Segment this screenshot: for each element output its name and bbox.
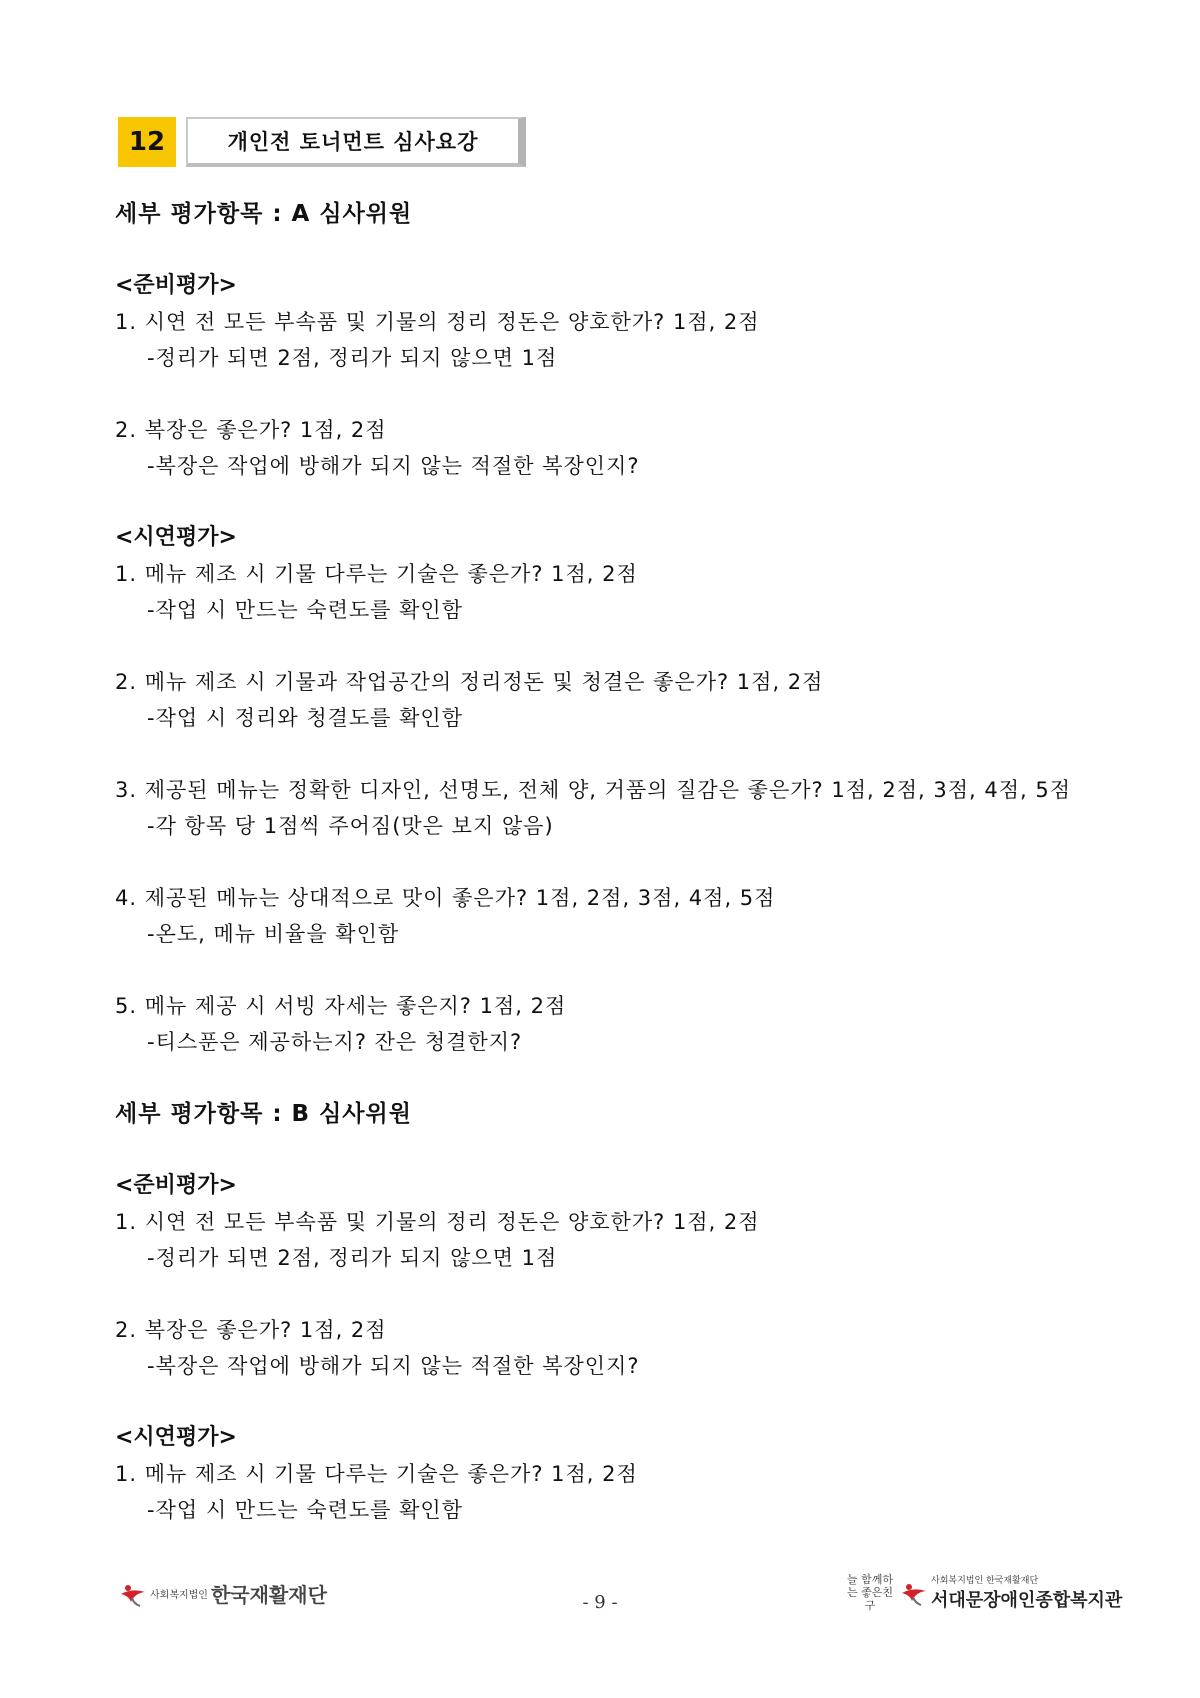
evaluation-note: -티스푼은 제공하는지? 잔은 청결한지? (147, 1030, 523, 1054)
footer-right-logo (845, 1572, 1122, 1612)
evaluation-note: -작업 시 만드는 숙련도를 확인함 (147, 1498, 463, 1522)
evaluation-item: 2. 복장은 좋은가? 1점, 2점 (115, 418, 387, 442)
evaluation-item: 1. 메뉴 제조 시 기물 다루는 기술은 좋은가? 1점, 2점 (115, 1462, 638, 1486)
evaluation-note: -온도, 메뉴 비율을 확인함 (147, 922, 400, 946)
spacer (115, 1384, 1115, 1420)
section-number-badge: 12 (118, 117, 176, 167)
spacer (115, 952, 1115, 988)
footer-right-org-name: 서대문장애인종합복지관 (931, 1589, 1123, 1611)
evaluation-item: 1. 시연 전 모든 부속품 및 기물의 정리 정돈은 양호한가? 1점, 2점 (115, 1210, 760, 1234)
section-heading: 세부 평가항목 : B 심사위원 (115, 1101, 412, 1127)
evaluation-item: 3. 제공된 메뉴는 정확한 디자인, 선명도, 전체 양, 거품의 질감은 좋은가? 1점, 2점, 3점, 4점, 5점 (115, 778, 1071, 802)
spacer (115, 484, 1115, 520)
evaluation-item: 1. 메뉴 제조 시 기물 다루는 기술은 좋은가? 1점, 2점 (115, 562, 638, 586)
document-body (115, 196, 1115, 1528)
section-heading: 세부 평가항목 : A 심사위원 (115, 201, 413, 227)
spacer (115, 232, 1115, 268)
evaluation-note: -각 항목 당 1점씩 주어짐(맛은 보지 않음) (147, 814, 554, 838)
evaluation-item: 4. 제공된 메뉴는 상대적으로 맛이 좋은가? 1점, 2점, 3점, 4점, 5점 (115, 886, 776, 910)
section-title-box: 개인전 토너먼트 심사요강 (186, 117, 526, 167)
evaluation-item: 5. 메뉴 제공 시 서빙 자세는 좋은지? 1점, 2점 (115, 994, 567, 1018)
group-heading: <시연평가> (115, 525, 237, 550)
spacer (115, 1132, 1115, 1168)
evaluation-note: -복장은 작업에 방해가 되지 않는 적절한 복장인지? (147, 454, 640, 478)
spacer (115, 1276, 1115, 1312)
spacer (115, 376, 1115, 412)
footer-right-slogan: 늘 함께하는 좋은친구 (846, 1572, 893, 1612)
evaluation-note: -정리가 되면 2점, 정리가 되지 않으면 1점 (147, 346, 558, 370)
welfare-center-logo-icon (899, 1577, 929, 1607)
group-heading: <시연평가> (115, 1425, 237, 1450)
footer-left-org-name: 한국재활재단 (210, 1582, 327, 1607)
group-heading: <준비평가> (115, 1173, 237, 1198)
group-heading: <준비평가> (115, 273, 237, 298)
evaluation-note: -작업 시 정리와 청결도를 확인함 (147, 706, 463, 730)
evaluation-item: 2. 메뉴 제조 시 기물과 작업공간의 정리정돈 및 청결은 좋은가? 1점, 2점 (115, 670, 824, 694)
spacer (115, 844, 1115, 880)
evaluation-item: 1. 시연 전 모든 부속품 및 기물의 정리 정돈은 양호한가? 1점, 2점 (115, 310, 760, 334)
footer-right-small-text: 사회복지법인 한국재활재단 (931, 1575, 1039, 1586)
evaluation-note: -정리가 되면 2점, 정리가 되지 않으면 1점 (147, 1246, 558, 1270)
spacer (115, 628, 1115, 664)
footer-left-small-text: 사회복지법인 (150, 1589, 208, 1601)
spacer (115, 736, 1115, 772)
evaluation-note: -복장은 작업에 방해가 되지 않는 적절한 복장인지? (147, 1354, 640, 1378)
page-number: - 9 - (582, 1592, 618, 1613)
evaluation-item: 2. 복장은 좋은가? 1점, 2점 (115, 1318, 387, 1342)
spacer (115, 1060, 1115, 1096)
evaluation-note: -작업 시 만드는 숙련도를 확인함 (147, 598, 463, 622)
